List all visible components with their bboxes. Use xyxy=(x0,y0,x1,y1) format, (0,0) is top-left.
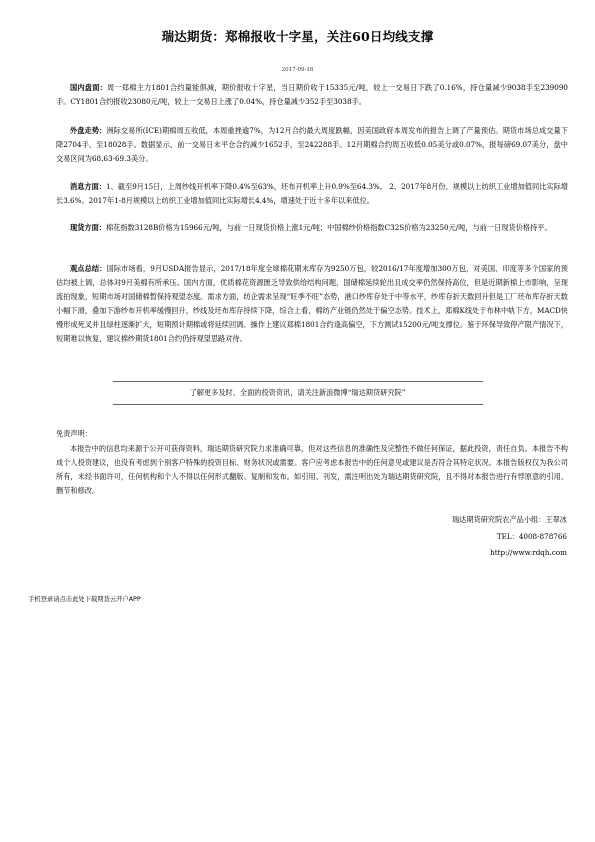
divider-top xyxy=(113,381,483,382)
report-title: 瑞达期货：郑棉报收十字星，关注60日均线支撑 xyxy=(161,29,434,44)
signature-tel: TEL：4008-878766 xyxy=(496,532,567,541)
disclaimer-title: 免责声明： xyxy=(56,429,92,438)
app-download-link[interactable]: 手机登录请点击此处下载期货云开户APP xyxy=(28,596,141,603)
section-spot xyxy=(56,221,568,235)
section-text: 周一郑棉主力1801合约量能俱减，期价报收十字星，当日期价收于15335元/吨，较上一交易日下跌了0.16%，持仓量减少9038手至239090手。CY1801合约报收23080元/吨，较上一交易日上涨了0.04%，持仓量减少352手至3038手。 xyxy=(56,83,568,106)
section-news xyxy=(56,180,568,208)
section-label: 现货方面： xyxy=(70,223,106,232)
section-label: 消息方面： xyxy=(70,182,107,191)
section-label: 观点总结： xyxy=(70,264,107,273)
section-text: 棉花指数3128B价格为15966元/吨，与前一日现货价格上涨1元/吨；中国棉纱价格指数C32S价格为23250元/吨，与前一日现货价格持平。 xyxy=(105,223,552,232)
section-overseas-market xyxy=(56,124,568,166)
section-text: 洲际交易所(ICE)期棉周五收低，本周重挫逾7%，为12月合约最大周度跌幅，因美国政府本周发布的报告上调了产量预估。期货市场总成交量下降2704手，至18028手。数据显示，前一交易日未平仓合约减少1652手，至242288手。12月期棉合约周五收低0.05美分或0.07%，报每磅69.07美分，盘中交易区间为68.63-69.3美分。 xyxy=(56,126,568,163)
section-label: 国内盘面： xyxy=(70,83,107,92)
signature-team: 瑞达期货研究院农产品小组：王翠冰 xyxy=(451,515,567,524)
section-text: 1、截至9月15日，上周纱线开机率下降0.4%至63%，坯布开机率上升0.9%至64.3%。 2、2017年8月份，规模以上纺织工业增加值同比实际增长3.6%。2017年1-8月规模以上纺织工业增加值同比实际增长4.4%，增速处于近十多年以来低位。 xyxy=(56,182,568,205)
weibo-promo: 了解更多及时、全面的投资资讯，请关注新浪微博“瑞达期货研究院” xyxy=(189,388,406,397)
section-label: 外盘走势： xyxy=(70,126,107,135)
disclaimer-body: 本报告中的信息均来源于公开可获得资料，瑞达期货研究院力求准确可靠，但对这些信息的准确性及完整性不做任何保证，据此投资，责任自负。本报告不构成个人投资建议，也没有考虑到个别客户特殊的投资目标、财务状况或需要。客户应考虑本报告中的任何意见或建议是否符合其特定状况。本报告版权仅为我公司所有，未经书面许可，任何机构和个人不得以任何形式翻版、复制和发布。如引用、刊发，需注明出处为瑞达期货研究院，且不得对本报告进行有悖原意的引用、删节和修改。 xyxy=(56,444,568,495)
section-domestic-market xyxy=(56,81,568,109)
divider-bottom xyxy=(113,404,483,405)
section-summary xyxy=(56,262,568,346)
report-date: 2017-09-18 xyxy=(281,67,314,73)
section-text: 国际市场看，9月USDA报告显示，2017/18年度全球棉花期末库存为9250万包，较2016/17年度增加300万包，对美国、印度等多个国家的预估均被上调，总体对9月美棉有所承压。国内方面，优质棉花资源匮乏导致供给结构问题，国储棉延续轮出且成交率仍然保持高位，但是近期新棉上市影响，呈现流拍现象，短期市场对国储棉暂保持观望态度。需求方面，纺企需求呈现“旺季不旺”态势，港口纱库存处于中等水平，纱库存折天数回升但是工厂坯布库存折天数小幅下滑，叠加下游纱布开机率缓慢回升，纱线及坯布库存持续下降，综合上看，棉纺产业链仍然处于偏空态势。技术上，郑棉K线处于布林中轨下方，MACD快慢形成死叉并且绿柱逐渐扩大，短期预计期棉或将延续回调。操作上建议郑棉1801合约逢高偏空，下方测试15200元/吨支撑位。鉴于环保导致停产限产情况下，短期难以恢复，建议棉纱期货1801合约仍持观望思路对待。 xyxy=(56,264,568,343)
signature-url[interactable]: http://www.rdqh.com xyxy=(490,548,567,557)
